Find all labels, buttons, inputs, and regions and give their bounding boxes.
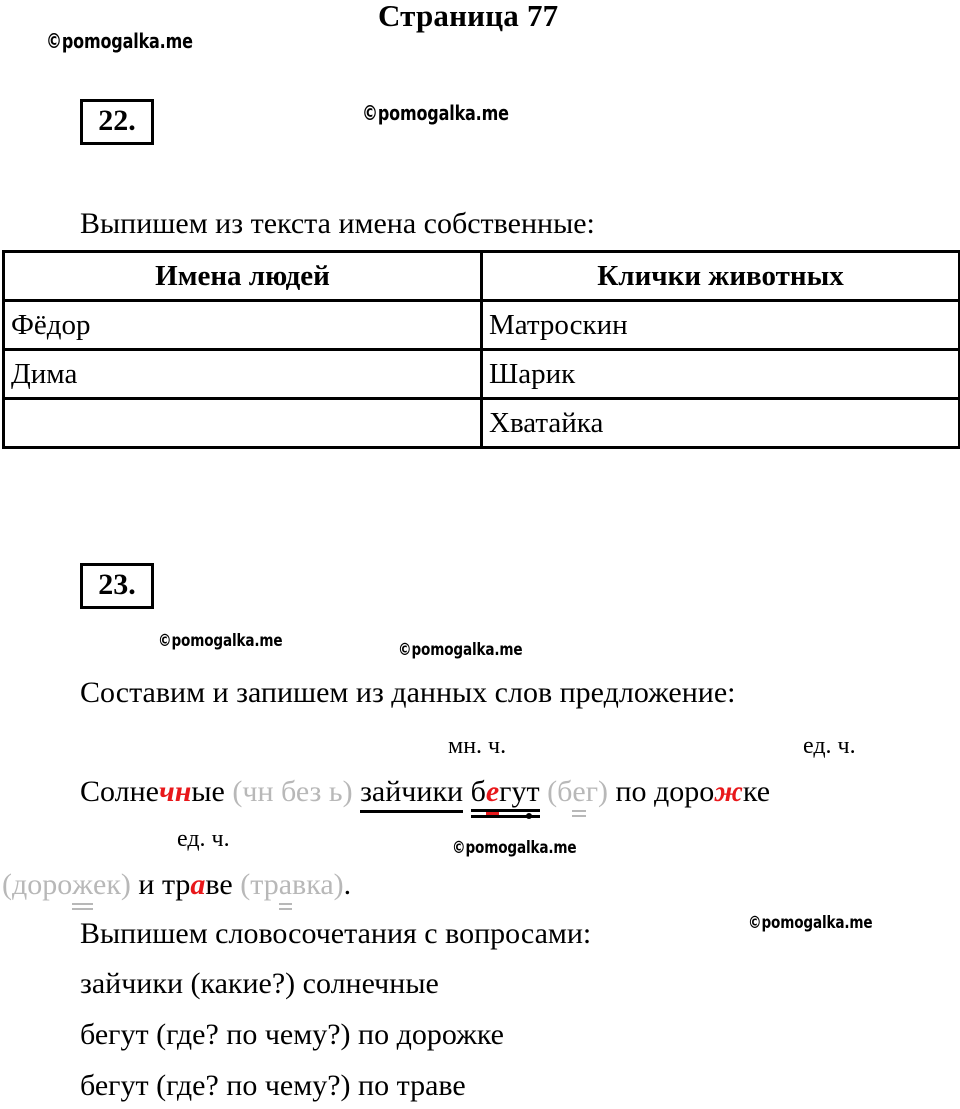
phrases-prompt: Выпишем словосочетания с вопросами: <box>80 917 592 950</box>
word-solnechnye <box>80 775 225 808</box>
sentence-line-1 <box>80 775 770 818</box>
watermark: ©pomogalka.me <box>158 631 283 651</box>
grammar-label-plural: мн. ч. <box>448 733 507 759</box>
exercise-22-prompt: Выпишем из текста имена собственные: <box>80 207 595 240</box>
table-row <box>4 399 960 448</box>
word-part: ве <box>205 868 233 901</box>
grammar-label-singular: ед. ч. <box>177 826 230 852</box>
table-header-animals: Клички животных <box>482 252 960 301</box>
hint-marked-letter: е <box>572 775 585 817</box>
proper-names-table <box>2 250 960 449</box>
red-letters: чн <box>158 775 192 808</box>
hint-marked-letter: ж <box>72 868 93 910</box>
table-cell-animal: Хватайка <box>482 399 960 448</box>
hint-marked-letter: а <box>279 868 292 910</box>
page-title: Страница 77 <box>378 0 559 33</box>
word-part: г) <box>585 775 608 808</box>
word-part: (тр <box>240 868 279 901</box>
phrase-item: зайчики (какие?) солнечные <box>80 967 439 1000</box>
phrase-i-trave <box>138 868 232 901</box>
table-row <box>4 301 960 350</box>
dot-marker-icon <box>526 813 532 819</box>
sentence-period: . <box>343 868 352 901</box>
word-part: и тр <box>138 868 191 901</box>
word-part: (б <box>547 775 573 808</box>
phrase-item: бегут (где? по чему?) по траве <box>80 1069 466 1102</box>
exercise-number-23: 23. <box>80 563 154 609</box>
red-letter-stressed: е <box>485 775 500 808</box>
watermark: ©pomogalka.me <box>452 838 577 858</box>
table-row <box>4 350 960 399</box>
word-part: гут <box>499 775 540 808</box>
spelling-hint-dorozhek <box>2 868 131 901</box>
word-part: ке <box>742 775 771 808</box>
table-cell-animal: Шарик <box>482 350 960 399</box>
word-part: вка) <box>292 868 344 901</box>
word-part: ек) <box>93 868 131 901</box>
subject-zaychiki: зайчики <box>360 775 463 813</box>
table-cell-person: Фёдор <box>4 301 482 350</box>
red-letters: ж <box>714 775 743 808</box>
word-part: ые <box>191 775 225 808</box>
spelling-hint-beg <box>547 775 608 808</box>
spelling-hint-chn: (чн без ь) <box>232 775 353 808</box>
red-letters: а <box>190 868 206 901</box>
sentence-line-2 <box>2 868 351 910</box>
watermark: ©pomogalka.me <box>748 913 873 933</box>
grammar-label-singular: ед. ч. <box>803 733 856 759</box>
phrase-item: бегут (где? по чему?) по дорожке <box>80 1018 504 1051</box>
word-part: по доро <box>615 775 715 808</box>
table-cell-animal: Матроскин <box>482 301 960 350</box>
phrase-po-dorozhke <box>615 775 770 808</box>
watermark: ©pomogalka.me <box>46 29 193 53</box>
table-cell-person <box>4 399 482 448</box>
table-cell-person: Дима <box>4 350 482 399</box>
table-header-row <box>4 252 960 301</box>
word-part: (доро <box>2 868 73 901</box>
watermark: ©pomogalka.me <box>398 640 523 660</box>
word-part: б <box>470 775 486 808</box>
predicate-begut <box>471 775 540 818</box>
watermark: ©pomogalka.me <box>362 101 509 125</box>
table-header-people: Имена людей <box>4 252 482 301</box>
word-part: Солне <box>80 775 159 808</box>
exercise-number-22: 22. <box>80 99 154 145</box>
exercise-23-prompt: Составим и запишем из данных слов предложение: <box>80 676 736 709</box>
spelling-hint-travka <box>240 868 343 901</box>
